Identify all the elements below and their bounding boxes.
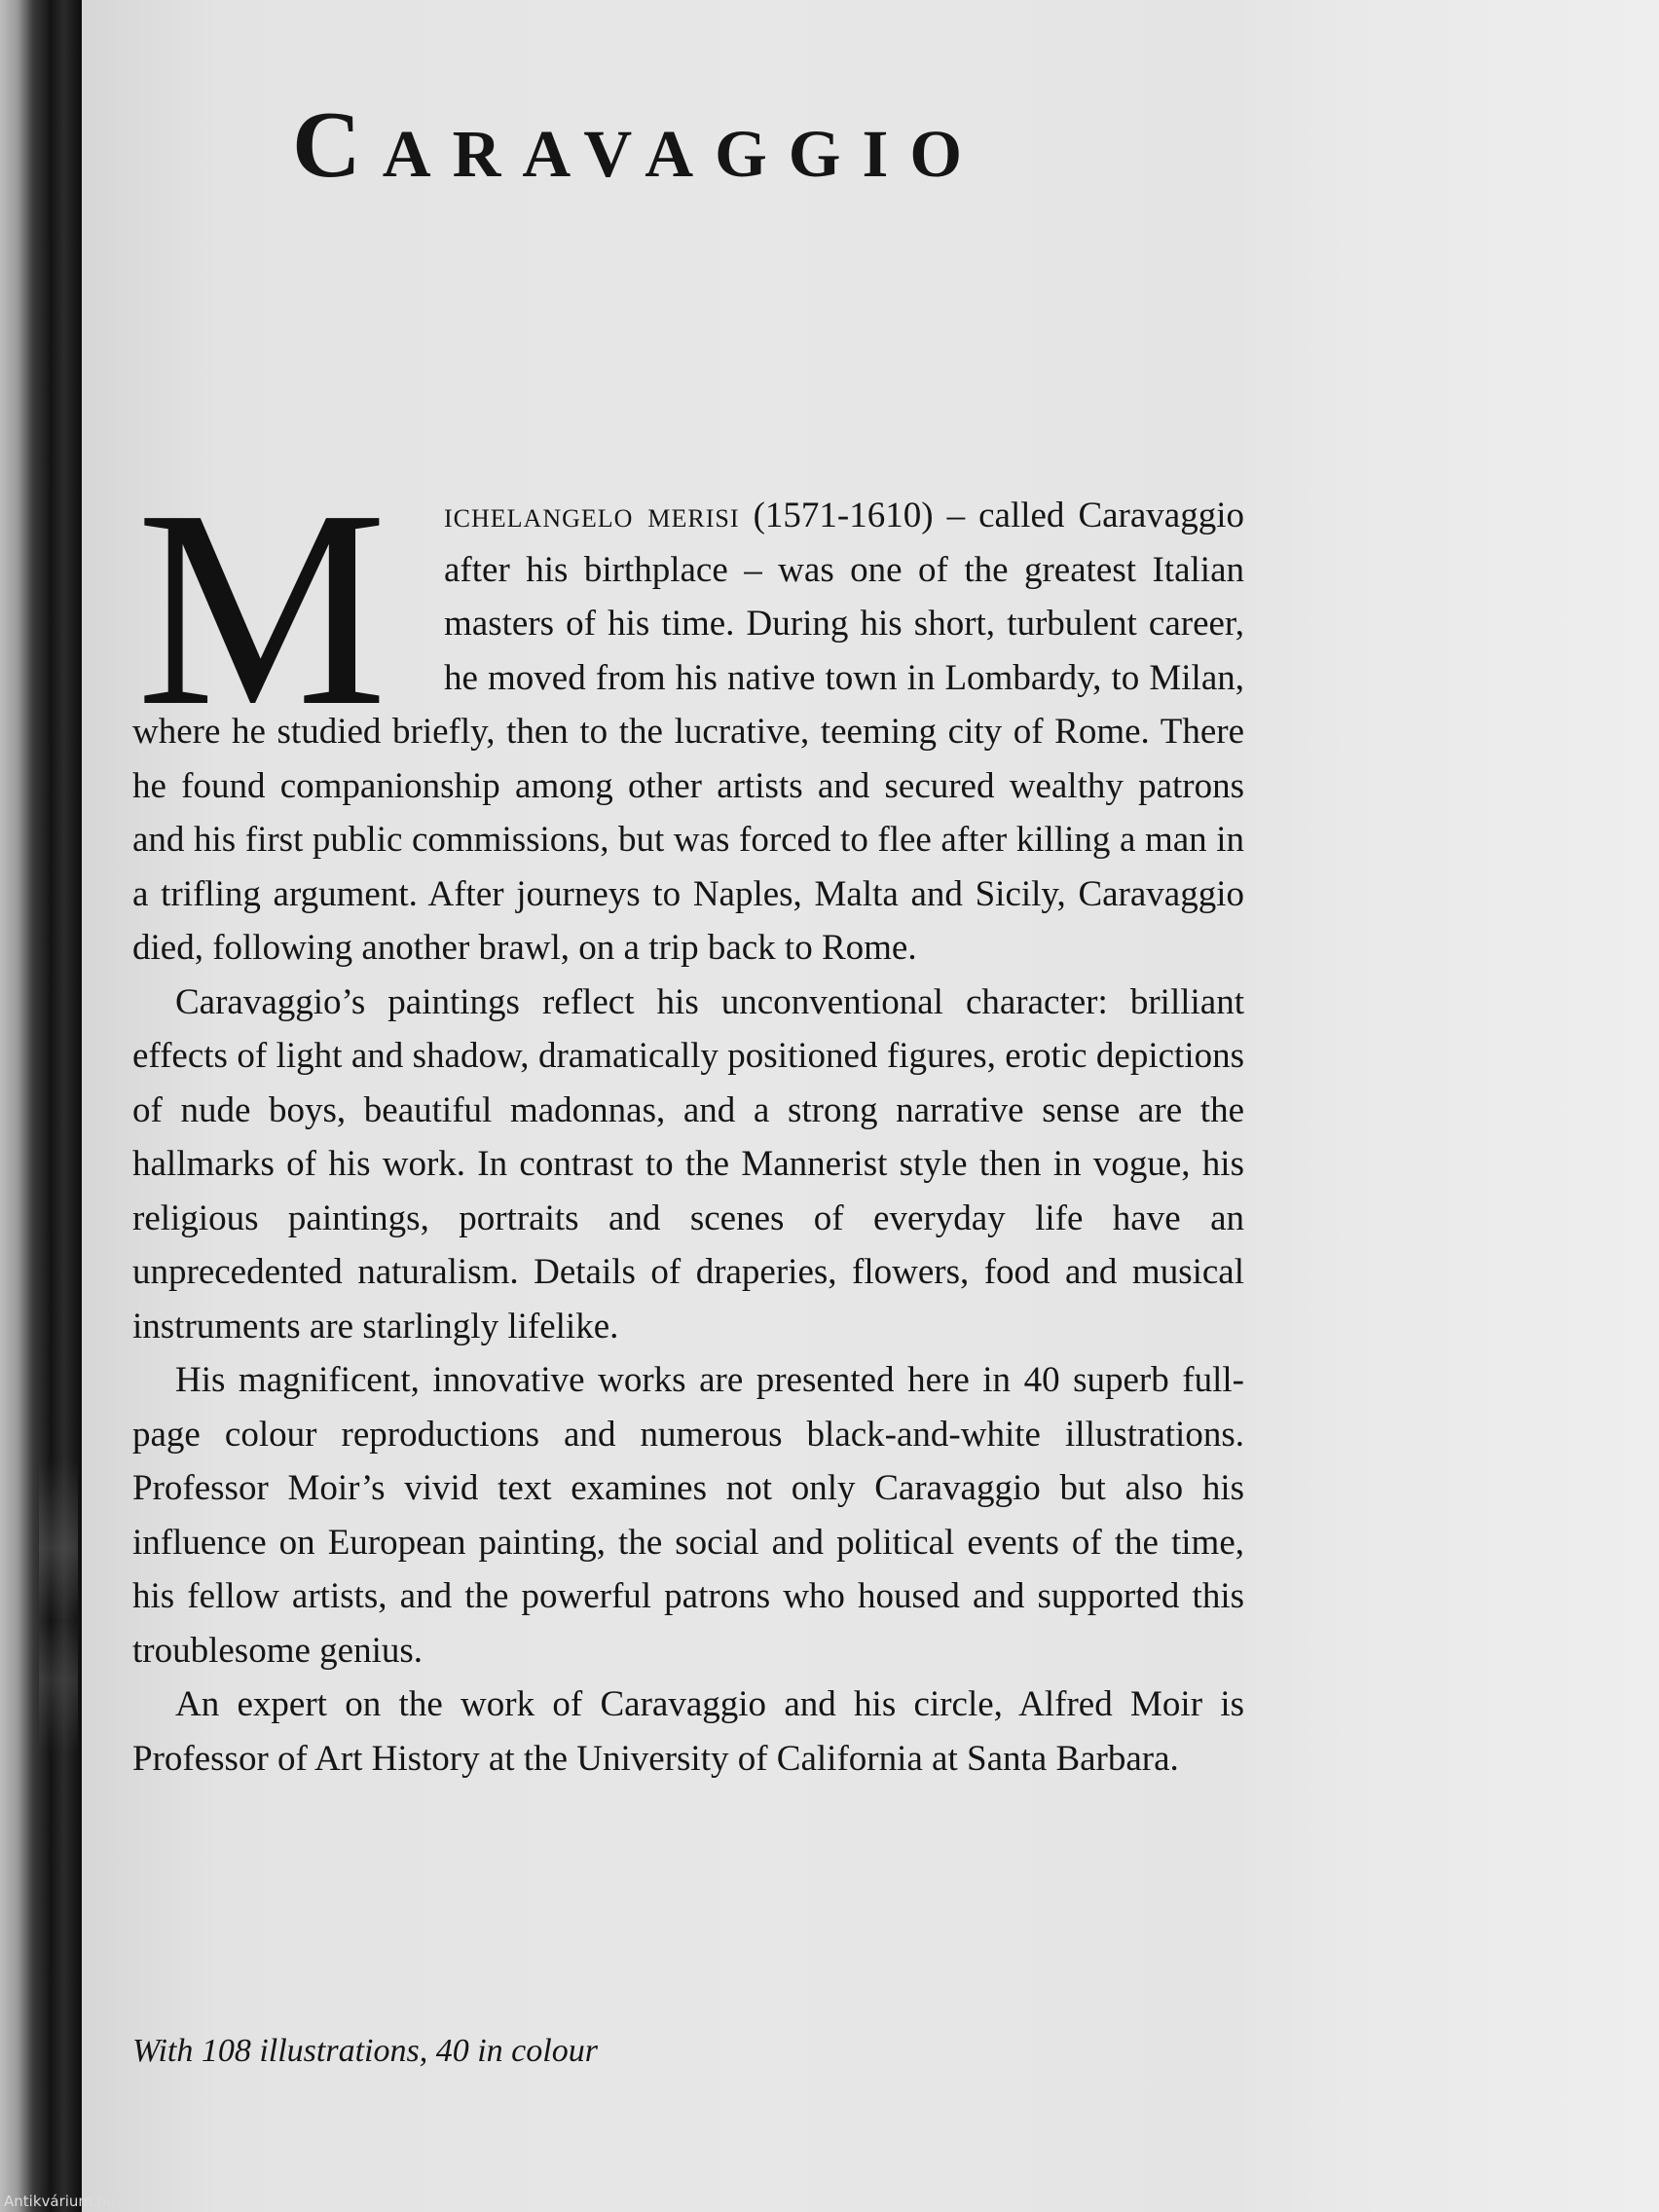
paragraph-author: An expert on the work of Caravaggio and his circle, Alfred Moir is Professor of Art History at the University of California at Santa Barbara.: [132, 1684, 1244, 1779]
paragraph-contents: His magnificent, innovative works are presented here in 40 superb full-page colour reproductions and numerous black-and-white illustrations. Professor Moir’s vivid text examines not only Caravaggio but also his influence on European painting, the social and political events of the time, his fellow artists, and the powerful patrons who housed and supported this troublesome genius.: [132, 1360, 1244, 1671]
drop-cap: M: [136, 452, 387, 764]
intro-name-caps: ichelangelo merisi: [444, 496, 740, 535]
book-spine-shadow: [0, 0, 82, 2212]
watermark: Antikvárium.hu: [4, 2193, 116, 2210]
paragraph-style: Caravaggio’s paintings reflect his unconventional character: brilliant effects of light and shadow, dramatically positioned figures, erotic depictions of nude boys, beautiful madonnas, and a strong narrative sense are the hallmarks of his work. In contrast to the Mannerist style then in vogue, his religious paintings, portraits and scenes of everyday life have an unprecedented naturalism. Details of draperies, flowers, food and musical instruments are starlingly lifelike.: [132, 981, 1244, 1346]
book-title: Caravaggio: [292, 92, 983, 198]
illustrations-note: With 108 illustrations, 40 in colour: [132, 2033, 598, 2069]
spine-glare: [39, 1460, 78, 1752]
intro-text: (1571-1610) – called Caravaggio after his birthplace – was one of the greatest Italian masters of his time. During his short, turbulent career, he moved from his native town in Lombardy, to Milan, where he studied briefly, then to the lucrative, teeming city of Rome. There he found companionship among other artists and secured wealthy patrons and his first public commissions, but was forced to flee after killing a man in a trifling argument. After journeys to Naples, Malta and Sicily, Caravaggio died, following another brawl, on a trip back to Rome.: [132, 496, 1244, 968]
